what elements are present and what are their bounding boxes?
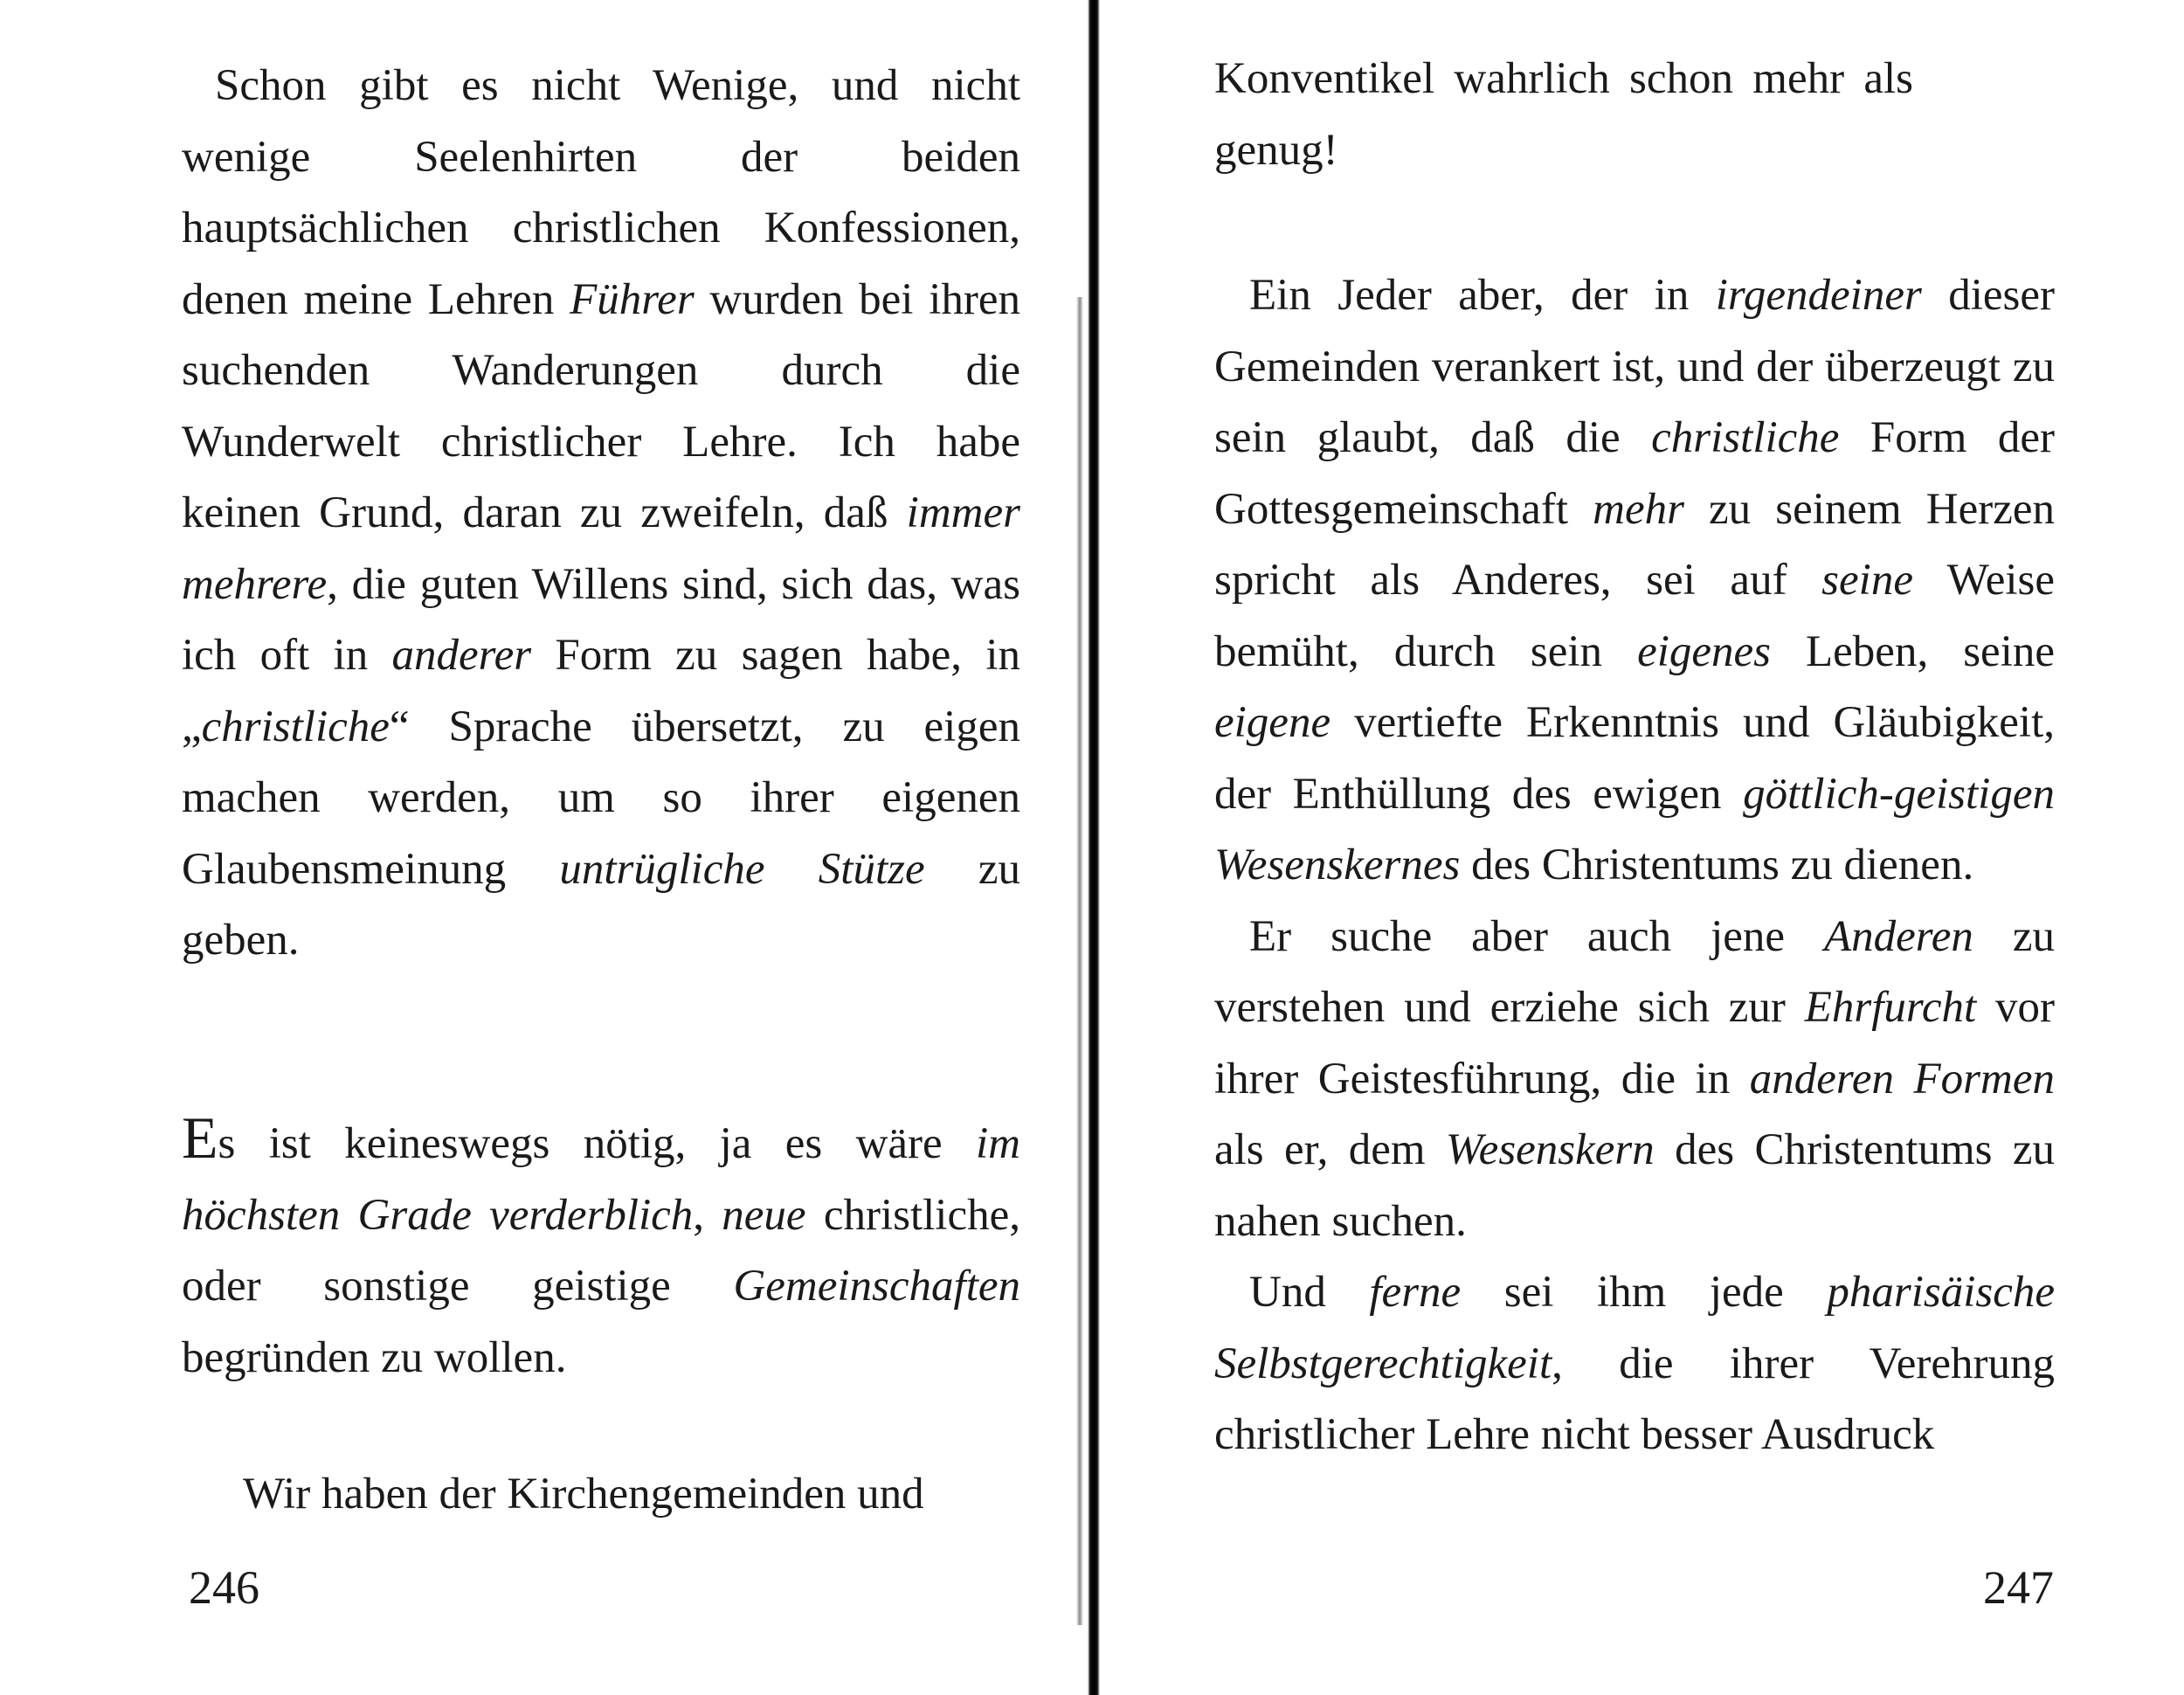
book-gutter: [1088, 0, 1100, 1695]
italic-run: pharisäische Selbstgerechtigkeit: [1214, 1268, 2055, 1388]
italic-run: anderen Formen: [1749, 1054, 2055, 1103]
text-run: Er suche aber auch jene: [1249, 911, 1825, 961]
text-run: Und: [1249, 1268, 1370, 1317]
left-text-block-3: [182, 1459, 1020, 1531]
text-run: , die ihrer Verehrung christlicher Lehre nicht besser Ausdruck: [1214, 1339, 2055, 1459]
text-run: Leben, seine: [1771, 626, 2056, 676]
italic-run: mehr: [1593, 484, 1684, 534]
text-run: Ein Jeder aber, der in: [1249, 271, 1716, 320]
text-run: zu verstehen und erziehe sich zur: [1214, 911, 2055, 1032]
italic-run: christliche: [201, 702, 390, 751]
text-run: des Christentums zu dienen.: [1460, 841, 1974, 889]
italic-run: untrügliche Stütze: [559, 844, 925, 894]
text-run: Form der Gottesgemeinschaft: [1214, 413, 2055, 534]
left-text-block: [182, 51, 1020, 977]
italic-run: im höchsten Grade verderblich: [182, 1119, 1020, 1240]
text-run: Form zu sagen habe, in „: [182, 631, 1020, 751]
right-paragraph-3: [1214, 902, 2055, 1258]
italic-run: immer mehrere: [182, 488, 1020, 609]
text-run: , die guten Willens sind, sich das, was ich oft in: [182, 559, 1020, 680]
italic-run: eigenes: [1637, 626, 1771, 676]
page-number-right: 247: [1983, 1561, 2054, 1614]
italic-run: Ehrfurcht: [1804, 983, 1977, 1032]
text-run: vertiefte Erkenntnis und Gläubigkeit, der Enthüllung des ewigen: [1214, 698, 2055, 819]
text-run: zu seinem Herzen spricht als Anderes, sei auf: [1214, 484, 2055, 605]
left-page: [0, 0, 1090, 1695]
italic-run: seine: [1821, 556, 1913, 605]
text-run: “ Sprache übersetzt, zu eigen machen werden, um so ihrer eigenen Glaubensmeinung: [182, 702, 1020, 894]
left-paragraph-1: [182, 51, 1020, 977]
page-number-left: 246: [189, 1561, 259, 1614]
text-run: begründen zu wollen.: [182, 1332, 567, 1382]
italic-run: anderer: [391, 631, 532, 680]
text-run: ,: [693, 1190, 722, 1240]
italic-run: göttlich-geistigen Wesenskernes: [1214, 769, 2055, 889]
italic-run: christliche: [1651, 413, 1840, 462]
text-run: Weise bemüht, durch sein: [1214, 556, 2056, 676]
italic-run: eigene: [1214, 698, 1331, 747]
right-paragraph-2: [1214, 260, 2055, 902]
text-run: sei ihm jede: [1461, 1268, 1828, 1317]
text-run: dieser Gemeinden verankert ist, und der überzeugt zu sein glaubt, daß die: [1214, 271, 2055, 462]
text-run: des Christentums zu nahen suchen.: [1214, 1125, 2055, 1246]
left-paragraph-3: Wir haben der Kirchengemeinden und: [243, 1470, 924, 1519]
right-paragraph-4: [1214, 1257, 2055, 1471]
italic-run: neue: [722, 1190, 806, 1240]
text-run: vor ihrer Geistesführung, die in: [1214, 983, 2055, 1103]
text-run: wurden bei ihren suchenden Wanderungen durch die Wunderwelt christlicher Lehre. Ich habe keinen Grund, daran zu zweifeln, daß: [182, 274, 1020, 537]
right-text-block: [1214, 44, 2055, 186]
text-run: s ist keineswegs nötig, ja es wäre: [218, 1119, 976, 1168]
text-run: als er, dem: [1214, 1125, 1446, 1174]
italic-run: Führer: [570, 274, 695, 324]
italic-run: Anderen: [1824, 911, 1973, 961]
drop-cap: E: [182, 1104, 218, 1171]
text-run: Schon gibt es nicht Wenige, und nicht wenige Seelenhirten der beiden hauptsächlichen christlichen Konfessionen, denen meine Lehren: [182, 61, 1020, 324]
italic-run: Gemeinschaften: [733, 1262, 1020, 1311]
italic-run: Wesenskern: [1445, 1125, 1655, 1174]
italic-run: ferne: [1369, 1268, 1462, 1317]
italic-run: irgendeiner: [1715, 271, 1922, 320]
left-paragraph-2: [182, 1104, 1020, 1394]
left-text-block-2: [182, 1104, 1020, 1394]
text-run: christliche, oder sonstige geistige: [182, 1190, 1020, 1311]
spine-shadow: [1076, 297, 1083, 1625]
text-run: zu geben.: [182, 844, 1020, 965]
right-text-block-2: [1214, 260, 2055, 1471]
right-paragraph-1: Konventikel wahrlich schon mehr als genug!: [1214, 54, 1913, 175]
right-page: [1102, 0, 2184, 1695]
